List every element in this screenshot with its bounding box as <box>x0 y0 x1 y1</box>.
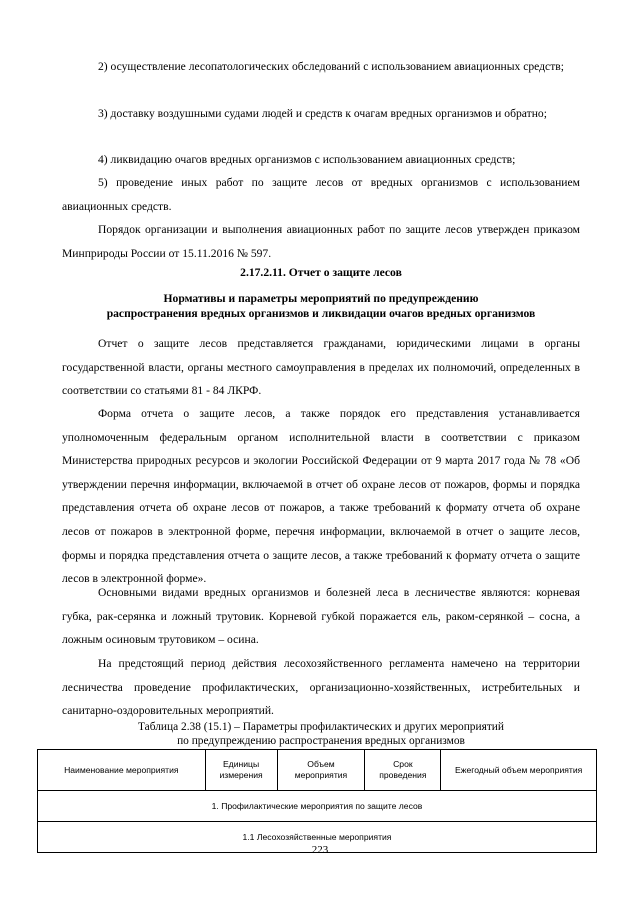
paragraph-report-submission: Отчет о защите лесов представляется гражданами, юридическими лицами в органы государственной власти, органы местного самоуправления в пределах их полномочий, определенных в соответствии со статьями 81 - 84 ЛКРФ. <box>62 337 580 398</box>
section-heading: 2.17.2.11. Отчет о защите лесов <box>240 266 402 279</box>
table-caption-line1: Таблица 2.38 (15.1) – Параметры профилактических и других мероприятий <box>137 721 505 733</box>
paragraph-aviation-elimination: 4) ликвидацию очагов вредных организмов с использованием авиационных средств; <box>98 153 516 166</box>
paragraph-order-procedure: Порядок организации и выполнения авиационных работ по защите лесов утвержден приказом Минприроды России от 15.11.2016 № 597. <box>62 223 580 260</box>
table-header-row <box>38 750 597 791</box>
table-header-cell: Ежегодный объем мероприятия <box>441 750 597 791</box>
page-number: 223 <box>311 844 329 856</box>
table-header-cell: Наименование мероприятия <box>38 750 206 791</box>
subsection-heading-line1: Нормативы и параметры мероприятий по предупреждению <box>163 292 479 305</box>
measures-table <box>37 749 597 853</box>
paragraph-aviation-surveys: 2) осуществление лесопатологических обследований с использованием авиационных средств; <box>98 60 564 73</box>
table-section-row: 1.1 Лесохозяйственные мероприятия <box>38 822 597 853</box>
table-caption-line2: по предупреждению распространения вредных организмов <box>177 735 465 747</box>
paragraph-planned-measures: На предстоящий период действия лесохозяйственного регламента намечено на территории лесничества проведение профилактических, организационно-хозяйственных, истребительных и санитарно-оздоровительных мероприятий. <box>62 657 580 718</box>
paragraph-pest-types: Основными видами вредных организмов и болезней леса в лесничестве являются: корневая губка, рак-серянка и ложный трутовик. Корневой губкой поражается ель, раком-серянкой – сосна, а ложным осиновым трутовиком – осина. <box>62 586 580 647</box>
table-row <box>38 791 597 822</box>
table-section-row: 1. Профилактические мероприятия по защите лесов <box>38 791 597 822</box>
table-header-cell: Объем мероприятия <box>277 750 365 791</box>
paragraph-aviation-delivery: 3) доставку воздушными судами людей и средств к очагам вредных организмов и обратно; <box>98 107 547 120</box>
paragraph-report-form: Форма отчета о защите лесов, а также порядок его представления устанавливается уполномоченным федеральным органом исполнительной власти в соответствии с приказом Министерства природных ресурсов и экологии Российской Федерации от 9 марта 2017 года № 78 «Об утверждении перечня информации, включаемой в отчет об охране лесов от пожаров, формы и порядка представления отчета об охране лесов от пожаров, а также требований к формату отчета об охране лесов от пожаров в электронной форме, перечня информации, включаемой в отчет о защите лесов, формы и порядка представления отчета о защите лесов, а также требований к формату отчета о защите лесов в электронной форме». <box>62 407 580 586</box>
subsection-heading-line2: распространения вредных организмов и ликвидации очагов вредных организмов <box>106 307 536 320</box>
table-header-cell: Срок проведения <box>365 750 441 791</box>
paragraph-other-works: 5) проведение иных работ по защите лесов от вредных организмов с использованием авиационных средств. <box>62 176 580 213</box>
table-header-cell: Единицы измерения <box>205 750 277 791</box>
